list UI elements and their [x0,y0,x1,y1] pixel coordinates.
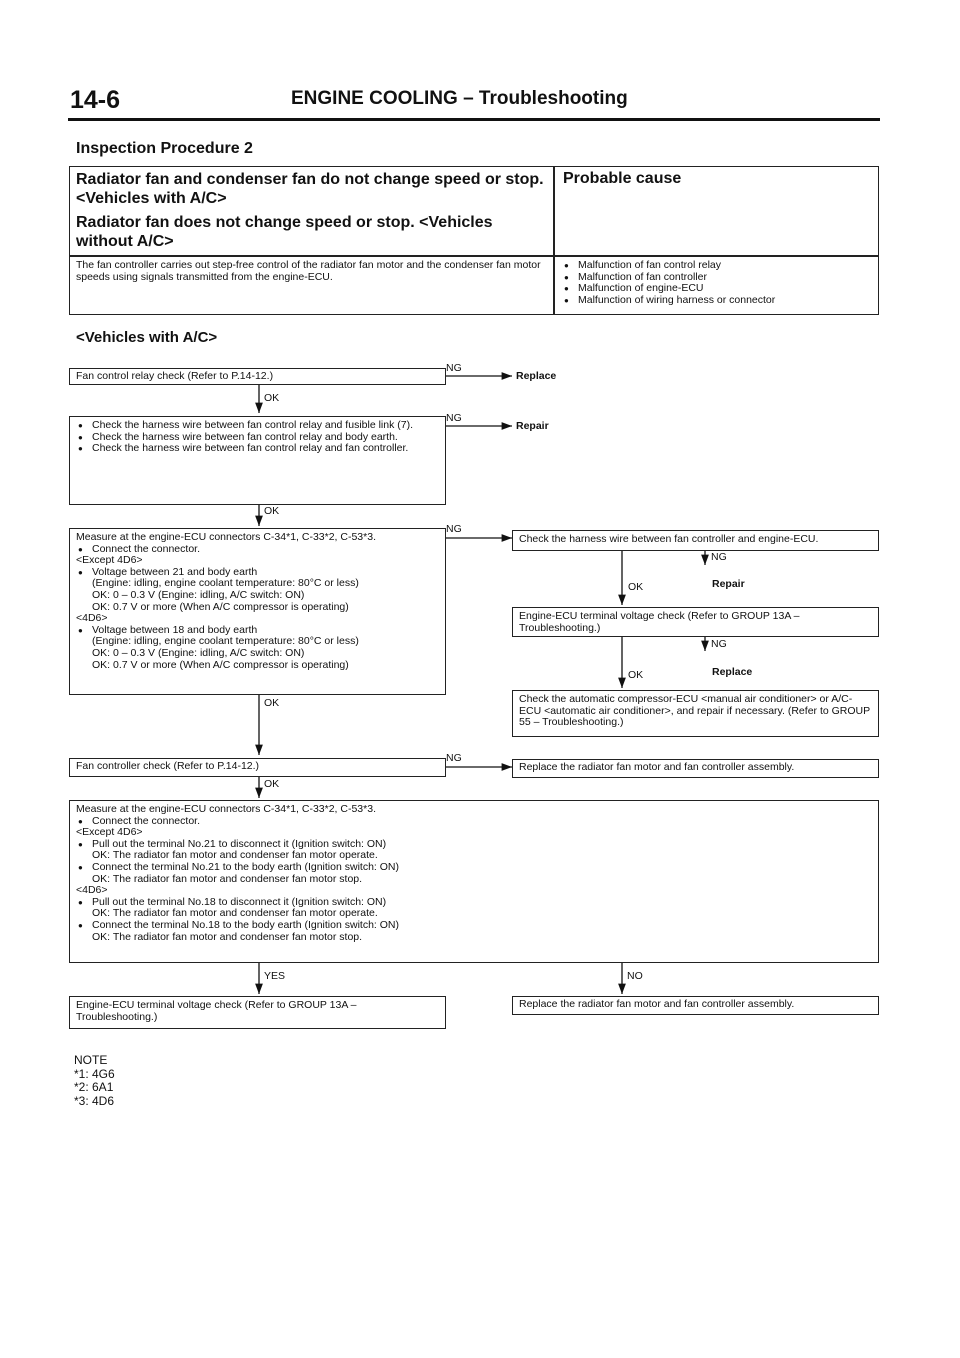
ng-label: NG [446,412,462,424]
ok-label: OK [264,778,280,790]
flow-step-text: Fan controller check (Refer to P.14-12.) [76,760,260,772]
ng-label: NG [711,551,727,563]
flow-step-text: Measure at the engine-ECU connectors C-34*1, C-33*2, C-53*3. [76,803,376,815]
flow-step-text: OK: The radiator fan motor and condenser fan motor operate. [92,849,378,862]
flow-step-text: OK: 0 – 0.3 V (Engine: idling, A/C switch: ON) [92,646,305,659]
note-item: *1: 4G6 [74,1066,115,1081]
ok-label: OK [628,581,644,593]
flow-step-text: Check the automatic compressor-ECU <manual air conditioner> or A/C-ECU <automatic air conditioner>, and repair if necessary. (Refer to GROUP 55 – Troubleshooting.) [519,693,870,729]
cause-item: ● Malfunction of engine-ECU [562,283,872,295]
flow-step-text: (Engine: idling, engine coolant temperature: 80°C or less) [92,577,359,590]
flow-step-text: Engine-ECU terminal voltage check (Refer to GROUP 13A – Troubleshooting.) [519,610,800,634]
flow-step-text: Fan control relay check (Refer to P.14-12.) [76,370,274,382]
symptom-line: Radiator fan does not change speed or stop. <Vehicles without A/C> [76,214,493,250]
note-item: *3: 4D6 [74,1093,115,1108]
no-label: NO [627,970,643,982]
flow-step-text: Engine-ECU terminal voltage check (Refer to GROUP 13A – Troubleshooting.) [76,999,357,1023]
flow-step-text: Measure at the engine-ECU connectors C-34*1, C-33*2, C-53*3. [76,531,376,543]
flow-step-fan-controller-check [69,758,446,777]
procedure-title: Inspection Procedure 2 [76,140,253,157]
flow-step-text: <Except 4D6> [76,554,143,567]
flow-step-text: Replace the radiator fan motor and fan controller assembly. [519,761,795,773]
flow-step-item: ● Check the harness wire between fan control relay and body earth. [76,432,439,444]
flow-step-text: OK: The radiator fan motor and condenser fan motor stop. [92,930,363,943]
cause-item: ● Malfunction of wiring harness or connector [562,295,872,307]
flow-step-text: OK: The radiator fan motor and condenser fan motor stop. [92,872,363,885]
flow-step-harness-check [69,416,446,505]
ok-label: OK [628,669,644,681]
flow-result-no [512,996,879,1015]
flow-step-item: ● Voltage between 18 and body earth [76,625,439,637]
flow-step-relay-check [69,368,446,385]
flow-step-item: ● Check the harness wire between fan control relay and fusible link (7). [76,420,439,432]
flow-step-item: ● Connect the terminal No.21 to the body earth (Ignition switch: ON) [76,862,872,874]
ok-label: OK [264,505,280,517]
yes-label: YES [264,970,286,982]
note-block [74,1054,115,1108]
flow-step-item: ● Pull out the terminal No.18 to disconnect it (Ignition switch: ON) [76,897,872,909]
flow-result-yes [69,996,446,1029]
replace-action: Replace [712,666,753,678]
replace-action: Replace [516,370,557,382]
cause-item: ● Malfunction of fan control relay [562,260,872,272]
note-title: NOTE [74,1053,108,1067]
cause-item: ● Malfunction of fan controller [562,272,872,284]
flow-right-ecu-voltage [512,607,879,637]
flow-step-item: ● Voltage between 21 and body earth [76,567,439,579]
flow-step-item: ● Check the harness wire between fan control relay and fan controller. [76,443,439,455]
repair-action: Repair [516,420,549,432]
flow-step-terminal-test [69,800,879,963]
ok-label: OK [264,392,280,404]
ng-label: NG [711,638,727,650]
ng-label: NG [446,752,462,764]
repair-action: Repair [712,578,745,590]
symptom-line: Radiator fan and condenser fan do not change speed or stop. <Vehicles with A/C> [76,171,544,207]
flow-step-item: ● Connect the terminal No.18 to the body earth (Ignition switch: ON) [76,920,872,932]
flow-step-text: OK: 0.7 V or more (When A/C compressor is operating) [92,600,349,613]
flow-step-text: OK: 0 – 0.3 V (Engine: idling, A/C switch: ON) [92,588,305,601]
flow-step-item: ● Connect the connector. [76,544,439,556]
symptom-description: The fan controller carries out step-free control of the radiator fan motor and the condenser fan motor speeds using signals transmitted from the engine-ECU. [76,259,541,283]
page-number: 14-6 [70,86,121,114]
page-title: ENGINE COOLING – Troubleshooting [291,88,628,109]
flow-right-replace [512,759,879,778]
flow-step-text: <Except 4D6> [76,826,143,839]
ok-label: OK [264,697,280,709]
flow-step-ecu-measure [69,528,446,695]
flow-step-text: <4D6> [76,884,108,897]
flow-step-item: ● Pull out the terminal No.21 to disconnect it (Ignition switch: ON) [76,839,872,851]
ng-label: NG [446,362,462,374]
note-item: *2: 6A1 [74,1080,114,1094]
probable-cause-header: Probable cause [563,170,682,187]
flow-step-text: (Engine: idling, engine coolant temperature: 80°C or less) [92,635,359,648]
flow-right-harness [512,530,879,551]
flow-right-compressor-ecu [512,690,879,737]
flow-step-text: Replace the radiator fan motor and fan controller assembly. [519,998,795,1010]
flow-step-text: Check the harness wire between fan controller and engine-ECU. [519,533,819,545]
ng-label: NG [446,523,462,535]
section-label: <Vehicles with A/C> [76,329,218,346]
flow-step-text: OK: The radiator fan motor and condenser fan motor operate. [92,907,378,920]
flow-step-text: <4D6> [76,612,108,625]
flow-step-item: ● Connect the connector. [76,816,872,828]
flow-step-text: OK: 0.7 V or more (When A/C compressor is operating) [92,658,349,671]
